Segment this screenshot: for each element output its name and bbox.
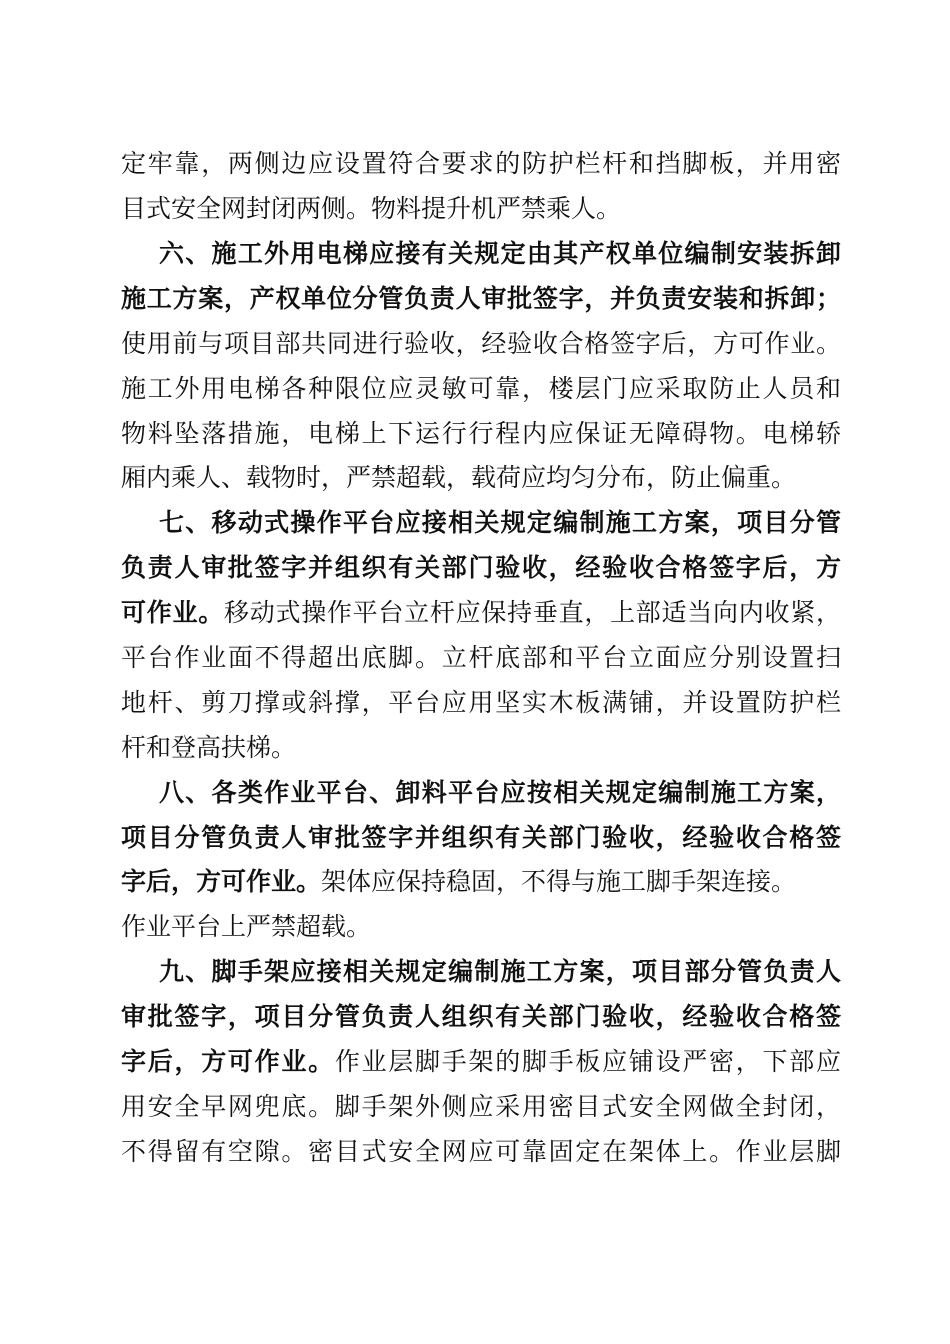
- text-line: [121, 412, 841, 456]
- text-line: [121, 816, 841, 860]
- body-text: 目式安全网封闭两侧。物料提升机严禁乘人。: [121, 194, 622, 223]
- text-line: [121, 905, 841, 949]
- bold-text: 施工方案，产权单位分管负责人审批签字，并负责安装和拆卸；: [121, 284, 841, 313]
- body-text: 地杆、剪刀撑或斜撑，平台应用坚实木板满铺，并设置防护栏: [121, 688, 841, 717]
- body-text: 用安全早网兜底。脚手架外侧应采用密目式安全网做全封闭，: [121, 1092, 841, 1121]
- bold-text: 可作业。: [121, 598, 224, 627]
- text-line: [121, 322, 841, 366]
- text-line: [121, 1130, 841, 1174]
- body-text: 厢内乘人、载物时，严禁超载，载荷应均匀分布，防止偏重。: [121, 463, 797, 492]
- text-line: [121, 726, 841, 770]
- body-text: 不得留有空隙。密目式安全网应可靠固定在架体上。作业层脚: [121, 1137, 841, 1166]
- text-line: [121, 367, 841, 411]
- text-line: [121, 591, 841, 635]
- text-line: [121, 187, 841, 231]
- text-line: [121, 636, 841, 680]
- body-text: 物料坠落措施，电梯上下运行行程内应保证无障碍物。电梯轿: [121, 419, 841, 448]
- paragraph-heading-line: [159, 232, 841, 276]
- bold-text: 项目分管负责人审批签字并组织有关部门验收，经验收合格签: [121, 823, 841, 852]
- bold-text: 九、脚手架应接相关规定编制施工方案，项目部分管负责人: [159, 957, 841, 986]
- body-text: 作业层脚手架的脚手板应铺设严密，下部应: [334, 1047, 841, 1076]
- body-text: 移动式操作平台立杆应保持垂直，上部适当向内收紧，: [223, 598, 841, 627]
- paragraph-heading-line: [159, 950, 841, 994]
- body-text: 杆和登高扶梯。: [121, 733, 297, 762]
- bold-text: 六、施工外用电梯应接有关规定由其产权单位编制安装拆卸: [159, 239, 841, 268]
- bold-text: 七、移动式操作平台应接相关规定编制施工方案，项目分管: [159, 508, 841, 537]
- text-line: [121, 1040, 841, 1084]
- text-line: [121, 142, 841, 186]
- text-line: [121, 277, 841, 321]
- body-text: 使用前与项目部共同进行验收，经验收合格签字后，方可作业。: [121, 329, 841, 358]
- bold-text: 八、各类作业平台、卸料平台应按相关规定编制施工方案，: [159, 778, 841, 807]
- paragraph-heading-line: [159, 771, 841, 815]
- text-line: [121, 546, 841, 590]
- body-text: 定牢靠，两侧边应设置符合要求的防护栏杆和挡脚板，并用密: [121, 149, 841, 178]
- bold-text: 负责人审批签字并组织有关部门验收，经验收合格签字后，方: [121, 553, 841, 582]
- text-line: [121, 860, 841, 904]
- bold-text: 字后，方可作业。: [121, 1047, 335, 1076]
- text-line: [121, 995, 841, 1039]
- text-line: [121, 456, 841, 500]
- body-text: 施工外用电梯各种限位应灵敏可靠，楼层门应采取防止人员和: [121, 374, 841, 403]
- body-text: 架体应保持稳固，不得与施工脚手架连接。: [321, 867, 797, 896]
- text-line: [121, 681, 841, 725]
- paragraph-heading-line: [159, 501, 841, 545]
- text-line: [121, 1085, 841, 1129]
- bold-text: 字后，方可作业。: [121, 867, 322, 896]
- body-text: 平台作业面不得超出底脚。立杆底部和平台立面应分别设置扫: [121, 643, 841, 672]
- body-text: 作业平台上严禁超载。: [121, 912, 372, 941]
- bold-text: 审批签字，项目分管负责人组织有关部门验收，经验收合格签: [121, 1002, 841, 1031]
